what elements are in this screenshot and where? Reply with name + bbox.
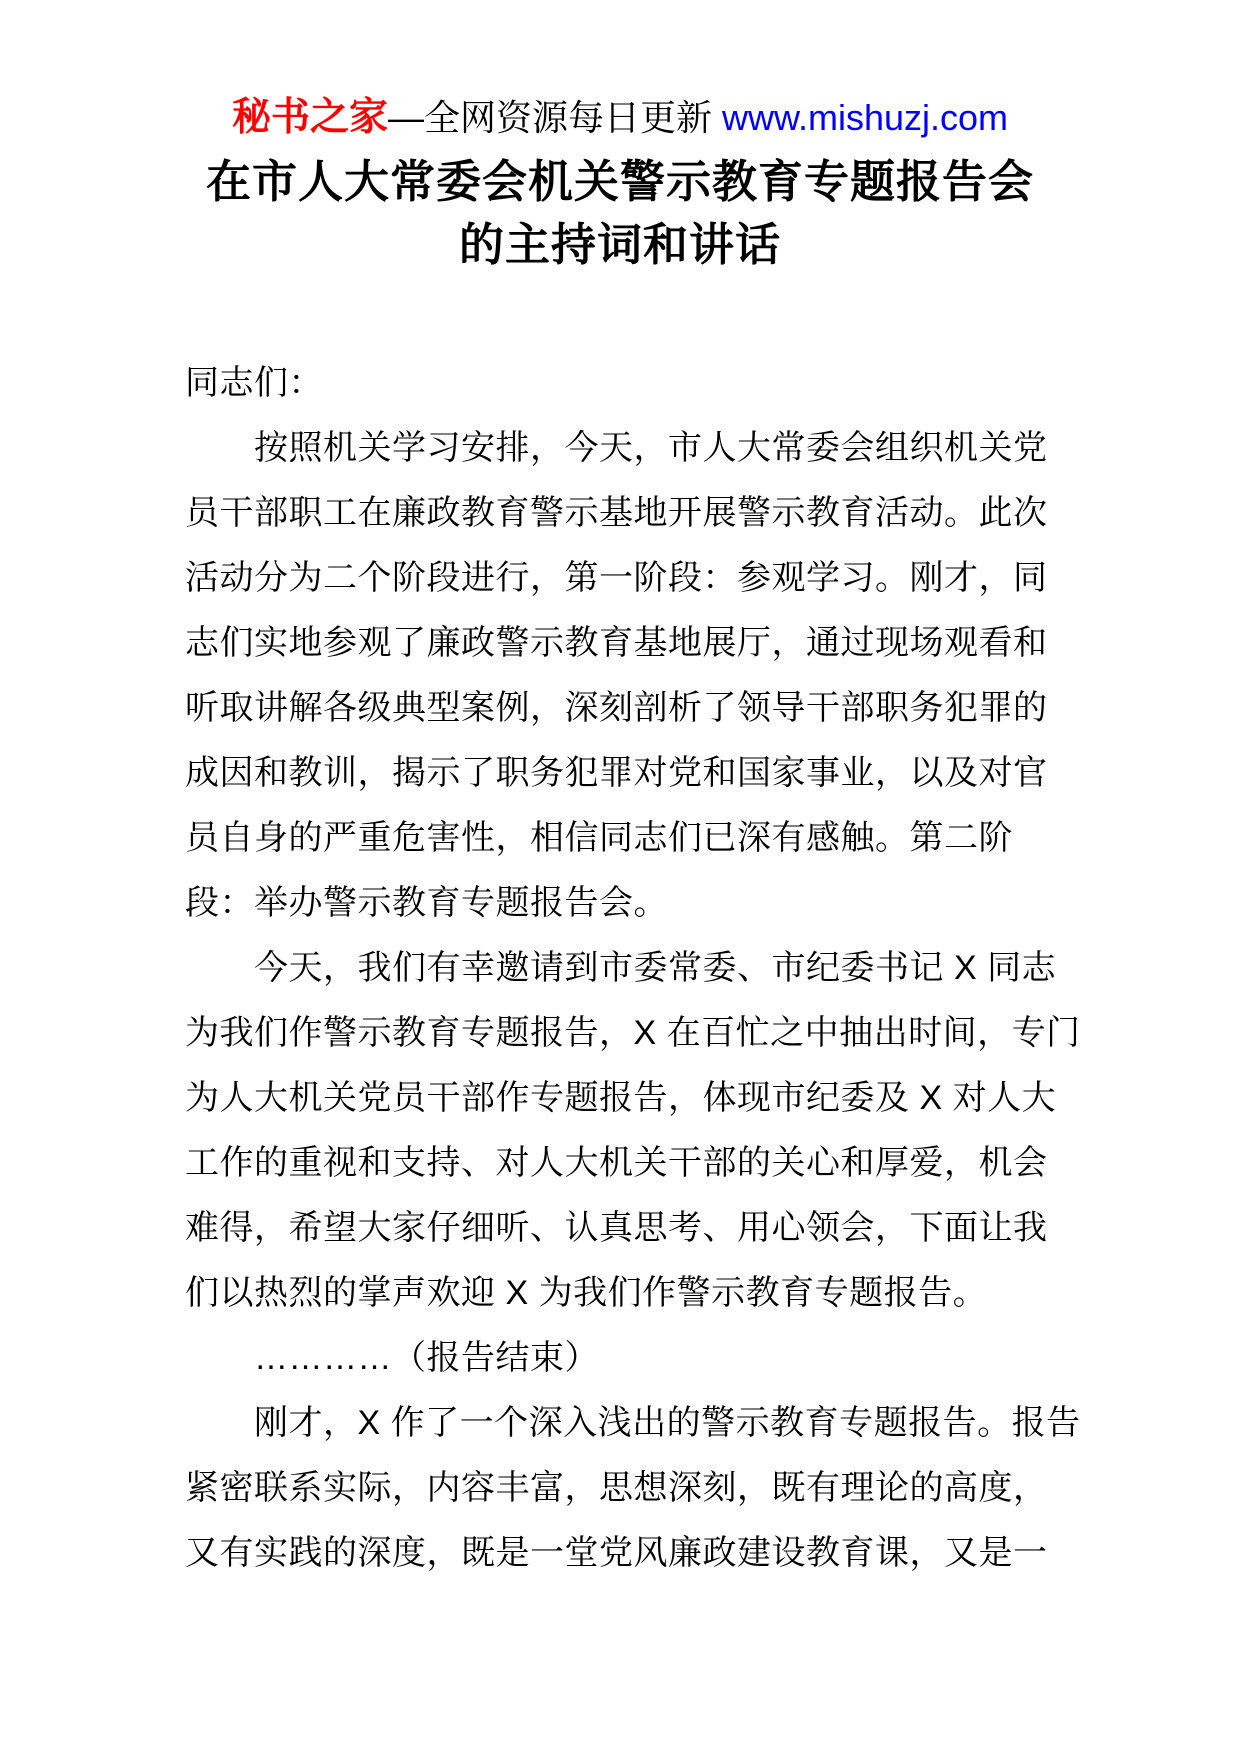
document-title [0, 150, 1240, 276]
site-url-link[interactable]: www.mishuzj.com [721, 97, 1009, 138]
text-line: 听取讲解各级典型案例，深刻剖析了领导干部职务犯罪的 [185, 689, 1048, 727]
text-line: 今天，我们有幸邀请到市委常委、市纪委书记 X 同志 [185, 949, 1057, 987]
document-header [0, 96, 1240, 140]
text-line: 员自身的严重危害性，相信同志们已深有感触。第二阶 [185, 819, 1013, 857]
text-line: 志们实地参观了廉政警示教育基地展厅，通过现场观看和 [185, 624, 1048, 662]
document-body [185, 351, 1085, 1586]
tagline-text: —全网资源每日更新 [387, 97, 722, 138]
text-line: 紧密联系实际，内容丰富，思想深刻，既有理论的高度， [185, 1469, 1048, 1507]
text-line: 刚才，X 作了一个深入浅出的警示教育专题报告。报告 [185, 1404, 1081, 1442]
text-line: 工作的重视和支持、对人大机关干部的关心和厚爱，机会 [185, 1144, 1048, 1182]
text-line: 同志们： [185, 364, 323, 402]
text-line: 按照机关学习安排，今天，市人大常委会组织机关党 [185, 429, 1048, 467]
text-line: 活动分为二个阶段进行，第一阶段：参观学习。刚才，同 [185, 559, 1048, 597]
text-line: 为我们作警示教育专题报告，X 在百忙之中抽出时间，专门 [185, 1014, 1081, 1052]
text-line: …………（报告结束） [185, 1339, 599, 1377]
text-line: 段：举办警示教育专题报告会。 [185, 884, 668, 922]
text-line: 员干部职工在廉政教育警示基地开展警示教育活动。此次 [185, 494, 1048, 532]
brand-text: 秘书之家 [231, 96, 388, 139]
title-line-2: 的主持词和讲话 [458, 219, 781, 270]
text-line: 又有实践的深度，既是一堂党风廉政建设教育课，又是一 [185, 1534, 1048, 1572]
text-line: 难得，希望大家仔细听、认真思考、用心领会，下面让我 [185, 1209, 1048, 1247]
title-line-1: 在市人大常委会机关警示教育专题报告会 [205, 156, 1034, 207]
text-line: 成因和教训，揭示了职务犯罪对党和国家事业，以及对官 [185, 754, 1048, 792]
text-line: 们以热烈的掌声欢迎 X 为我们作警示教育专题报告。 [185, 1274, 988, 1312]
text-line: 为人大机关党员干部作专题报告，体现市纪委及 X 对人大 [185, 1079, 1057, 1117]
